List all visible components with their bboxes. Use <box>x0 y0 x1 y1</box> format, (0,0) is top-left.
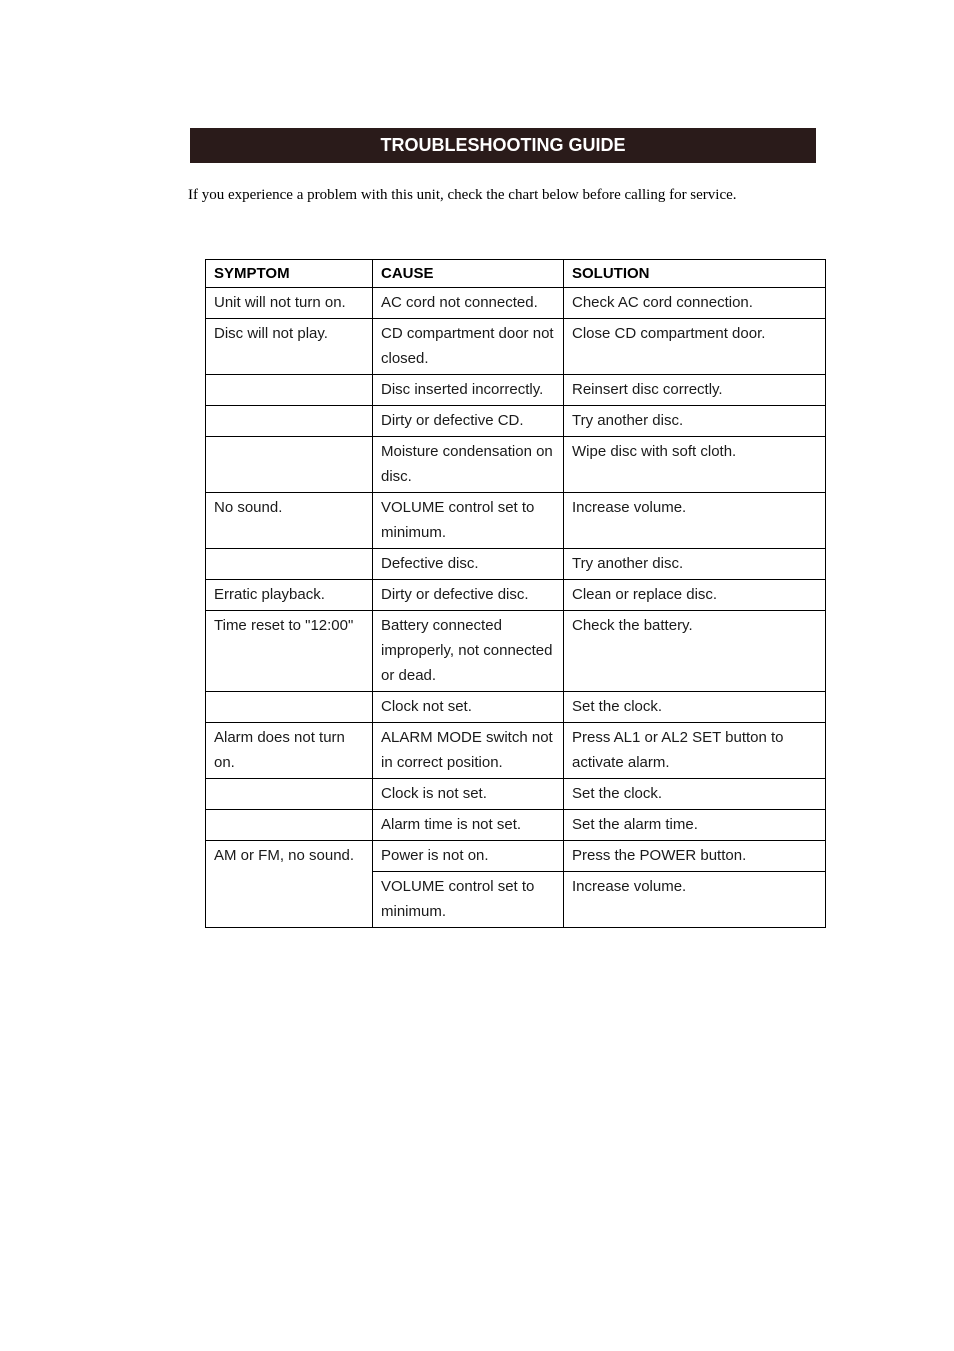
header-symptom: SYMPTOM <box>206 260 373 288</box>
cause-cell: Battery connected improperly, not connected or dead. <box>373 611 564 692</box>
cause-cell: Clock is not set. <box>373 779 564 810</box>
cause-cell: CD compartment door not closed. <box>373 319 564 375</box>
symptom-cell <box>206 692 373 723</box>
symptom-cell <box>206 375 373 406</box>
solution-cell: Press the POWER button. <box>564 841 826 872</box>
symptom-cell: Alarm does not turn on. <box>206 723 373 779</box>
header-solution: SOLUTION <box>564 260 826 288</box>
table-row <box>206 493 826 549</box>
cause-cell: Disc inserted incorrectly. <box>373 375 564 406</box>
solution-cell: Set the clock. <box>564 779 826 810</box>
solution-cell: Try another disc. <box>564 406 826 437</box>
symptom-cell: AM or FM, no sound. <box>206 841 373 872</box>
cause-cell: Defective disc. <box>373 549 564 580</box>
solution-cell: Clean or replace disc. <box>564 580 826 611</box>
cause-cell: ALARM MODE switch not in correct position. <box>373 723 564 779</box>
solution-cell: Set the clock. <box>564 692 826 723</box>
solution-cell: Press AL1 or AL2 SET button to activate alarm. <box>564 723 826 779</box>
cause-cell: VOLUME control set to minimum. <box>373 493 564 549</box>
table-row <box>206 810 826 841</box>
solution-cell: Wipe disc with soft cloth. <box>564 437 826 493</box>
table-row <box>206 319 826 375</box>
table-row <box>206 549 826 580</box>
cause-cell: Moisture condensation on disc. <box>373 437 564 493</box>
symptom-cell <box>206 872 373 928</box>
symptom-cell <box>206 549 373 580</box>
cause-cell: AC cord not connected. <box>373 288 564 319</box>
table-row <box>206 437 826 493</box>
symptom-cell <box>206 437 373 493</box>
table-row <box>206 288 826 319</box>
table-row <box>206 723 826 779</box>
table-row <box>206 841 826 872</box>
symptom-cell: No sound. <box>206 493 373 549</box>
table-header-row <box>206 260 826 288</box>
symptom-cell: Unit will not turn on. <box>206 288 373 319</box>
table-row <box>206 779 826 810</box>
solution-cell: Increase volume. <box>564 493 826 549</box>
table-row <box>206 580 826 611</box>
cause-cell: VOLUME control set to minimum. <box>373 872 564 928</box>
solution-cell: Increase volume. <box>564 872 826 928</box>
cause-cell: Power is not on. <box>373 841 564 872</box>
table-row <box>206 872 826 928</box>
table-row <box>206 611 826 692</box>
cause-cell: Alarm time is not set. <box>373 810 564 841</box>
solution-cell: Reinsert disc correctly. <box>564 375 826 406</box>
symptom-cell <box>206 779 373 810</box>
solution-cell: Check the battery. <box>564 611 826 692</box>
header-cause: CAUSE <box>373 260 564 288</box>
cause-cell: Dirty or defective disc. <box>373 580 564 611</box>
table-row <box>206 692 826 723</box>
intro-text: If you experience a problem with this unit, check the chart below before calling for service. <box>188 187 737 203</box>
table-row <box>206 406 826 437</box>
cause-cell: Dirty or defective CD. <box>373 406 564 437</box>
solution-cell: Close CD compartment door. <box>564 319 826 375</box>
symptom-cell: Erratic playback. <box>206 580 373 611</box>
page-title: TROUBLESHOOTING GUIDE <box>190 128 816 163</box>
solution-cell: Set the alarm time. <box>564 810 826 841</box>
symptom-cell: Time reset to "12:00" <box>206 611 373 692</box>
table-row <box>206 375 826 406</box>
symptom-cell: Disc will not play. <box>206 319 373 375</box>
symptom-cell <box>206 406 373 437</box>
troubleshooting-table <box>205 259 826 928</box>
cause-cell: Clock not set. <box>373 692 564 723</box>
solution-cell: Check AC cord connection. <box>564 288 826 319</box>
solution-cell: Try another disc. <box>564 549 826 580</box>
symptom-cell <box>206 810 373 841</box>
